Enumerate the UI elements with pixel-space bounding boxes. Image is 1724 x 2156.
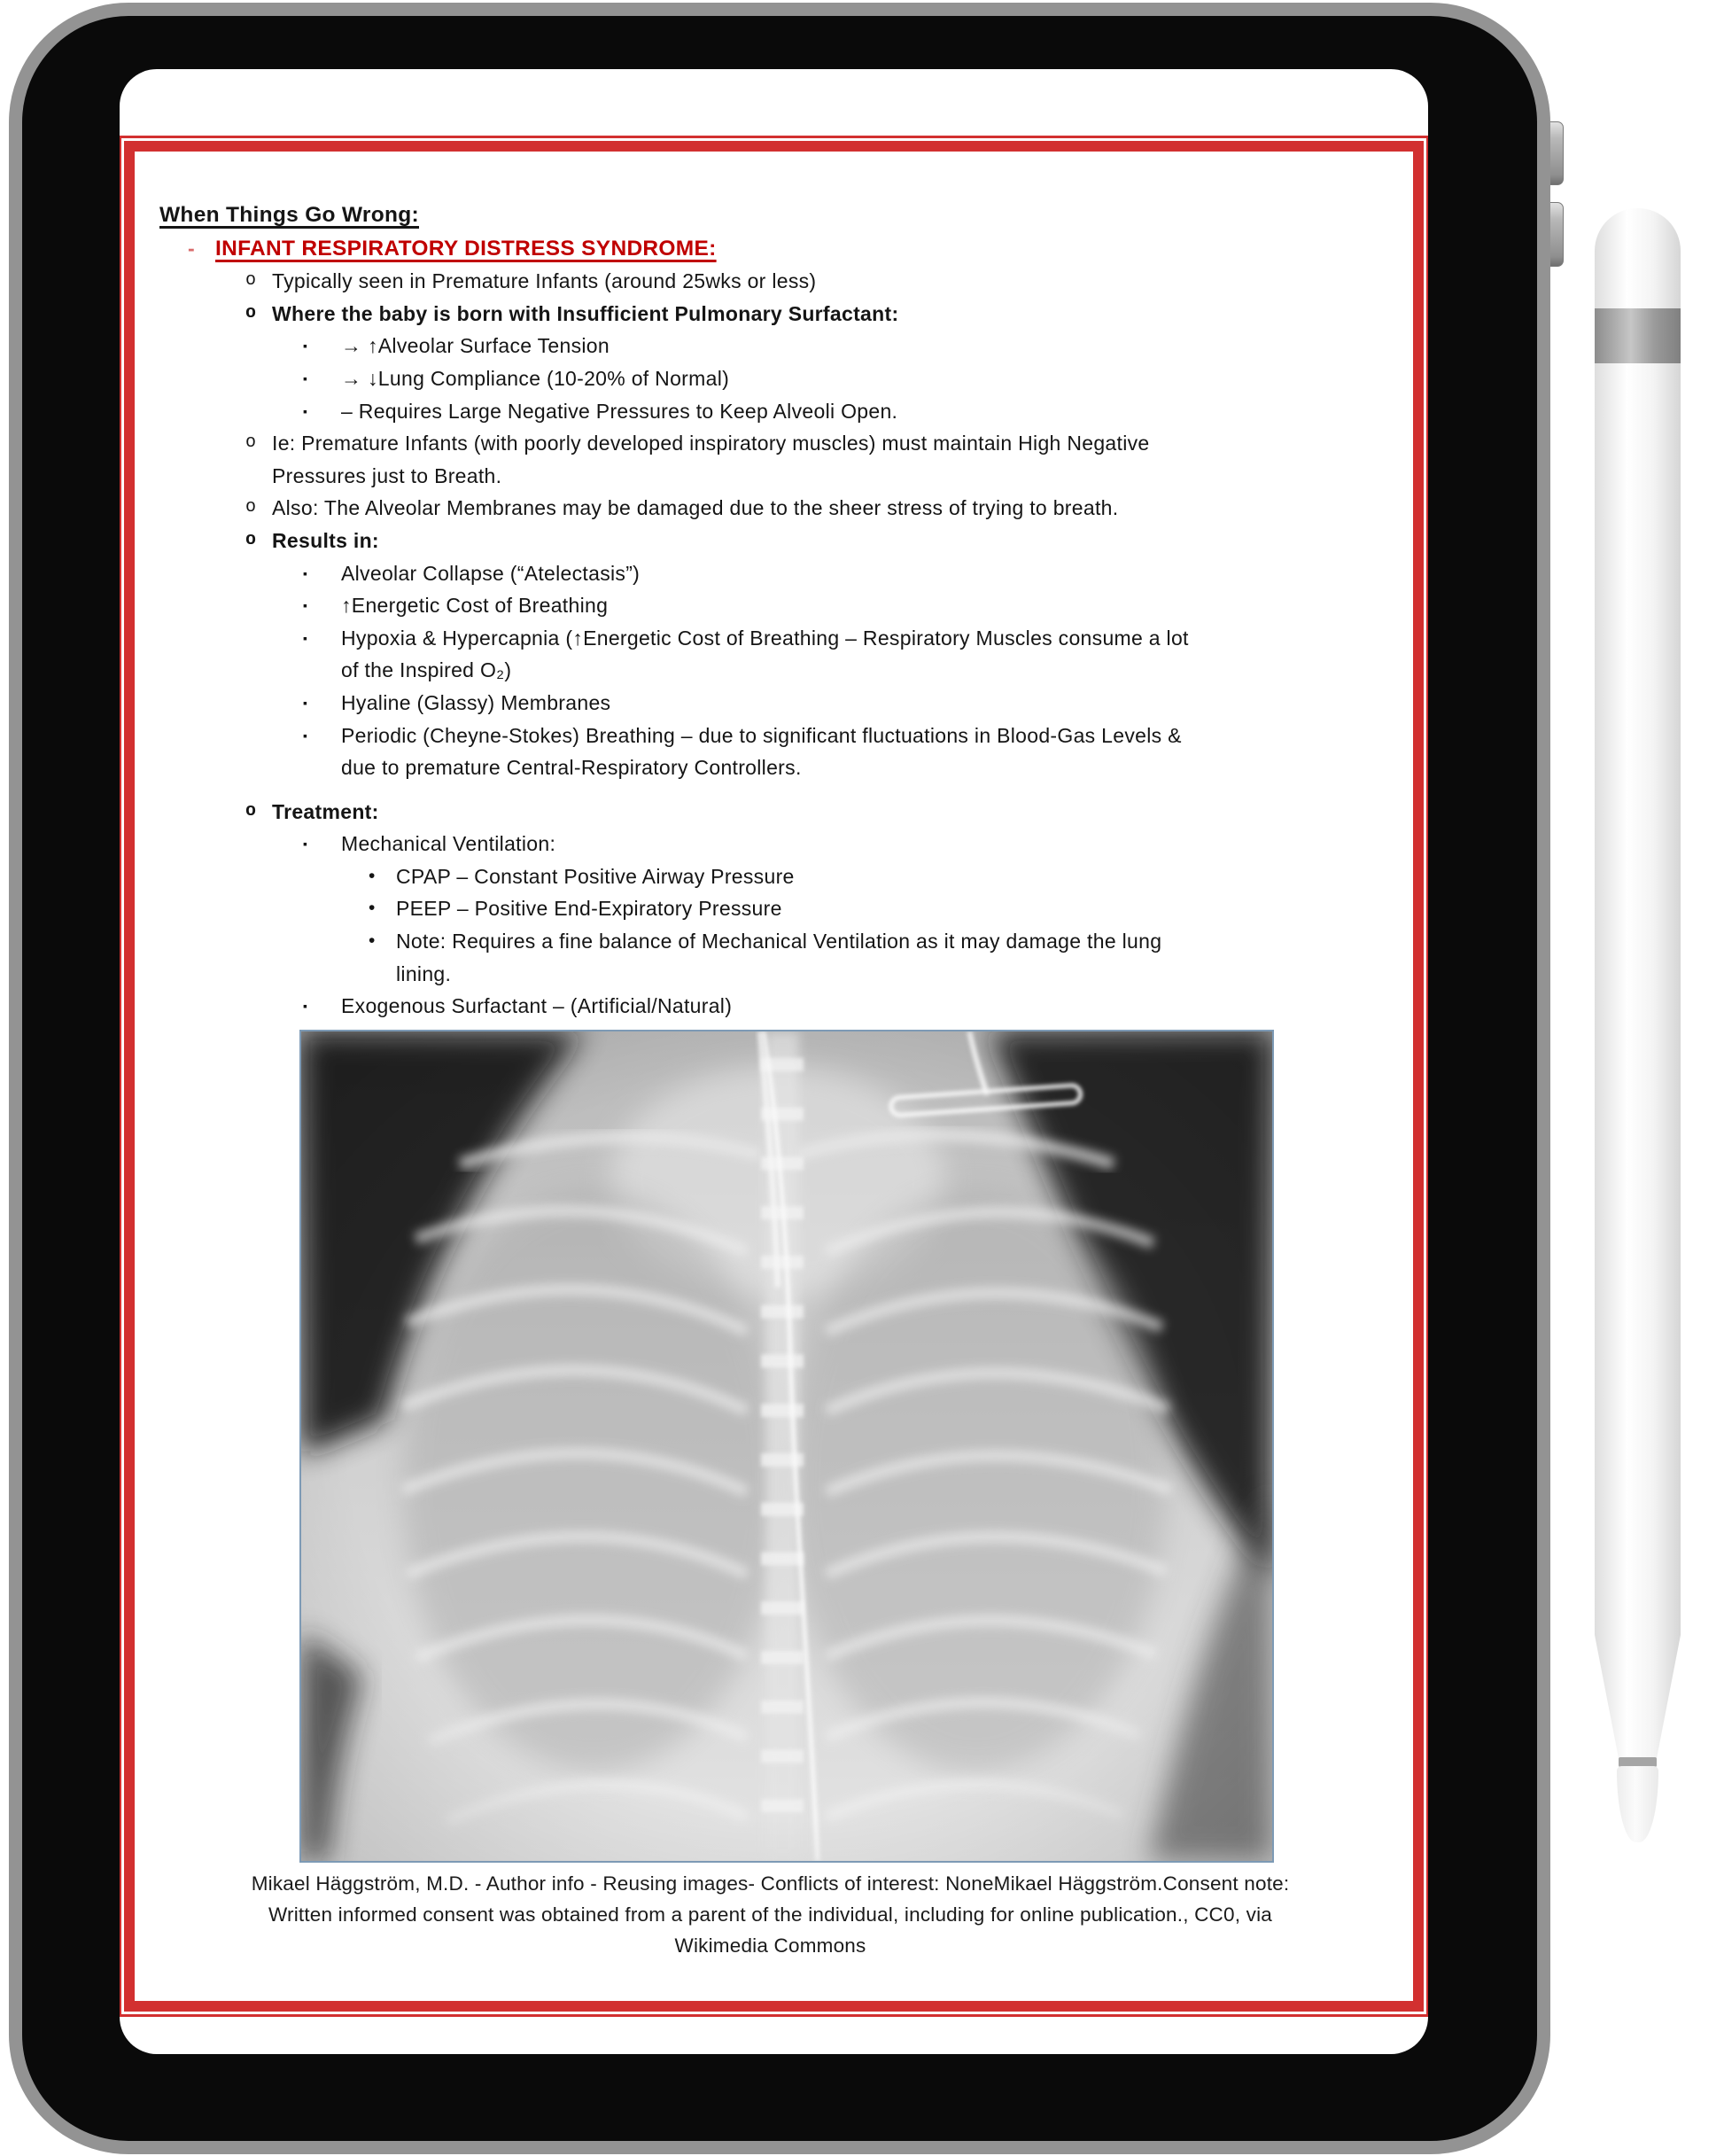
square-bullet-icon: ▪ — [303, 999, 308, 1014]
note-line-continuation: of the Inspired O₂) — [341, 658, 512, 682]
tablet-device — [9, 3, 1550, 2154]
attribution-line: Written informed consent was obtained from a parent of the individual, including for online publication., CC0, via — [268, 1903, 1272, 1926]
section-heading: When Things Go Wrong: — [159, 203, 419, 227]
square-bullet-icon: ▪ — [303, 565, 308, 580]
note-line: ▪ Alveolar Collapse (“Atelectasis”) — [159, 557, 1381, 590]
note-line: • PEEP – Positive End-Expiratory Pressure — [159, 892, 1381, 925]
chest-xray-image — [299, 1030, 1274, 1863]
note-line: o Results in: — [159, 525, 1381, 557]
circle-bullet-icon: o — [245, 497, 257, 518]
note-line: ▪ ↑Energetic Cost of Breathing — [159, 589, 1381, 622]
circle-bullet-icon: o — [245, 302, 257, 323]
square-bullet-icon: ▪ — [303, 630, 308, 645]
note-line-continuation: due to premature Central-Respiratory Controllers. — [341, 756, 802, 780]
square-bullet-icon: ▪ — [303, 695, 308, 710]
note-line: ▪ Hyaline (Glassy) Membranes — [159, 687, 1381, 720]
square-bullet-icon: ▪ — [303, 728, 308, 743]
circle-bullet-icon: o — [245, 529, 257, 550]
pencil-tip — [1617, 1766, 1658, 1842]
pencil-silver-band — [1595, 308, 1681, 363]
square-bullet-icon: ▪ — [303, 598, 308, 613]
note-line: ▪ Exogenous Surfactant – (Artificial/Natural) — [159, 990, 1381, 1023]
attribution-line: Wikimedia Commons — [674, 1934, 866, 1957]
circle-bullet-icon: o — [245, 800, 257, 821]
note-line: ▪ Periodic (Cheyne-Stokes) Breathing – due to significant fluctuations in Blood-Gas Levels & — [159, 720, 1381, 752]
dot-bullet-icon: • — [369, 865, 376, 886]
note-line: o Also: The Alveolar Membranes may be damaged due to the sheer stress of trying to breath. — [159, 492, 1381, 525]
square-bullet-icon: ▪ — [303, 837, 308, 852]
pencil-body — [1595, 208, 1681, 1759]
attribution-line: Mikael Häggström, M.D. - Author info - Reusing images- Conflicts of interest: NoneMikael Häggström.Consent note: — [251, 1872, 1290, 1895]
document-page — [124, 141, 1424, 2012]
tablet-screen — [120, 69, 1428, 2054]
apple-pencil — [1595, 208, 1681, 1843]
square-bullet-icon: ▪ — [303, 339, 308, 354]
note-line: ▪ – Requires Large Negative Pressures to Keep Alveoli Open. — [159, 395, 1381, 428]
dot-bullet-icon: • — [369, 898, 376, 919]
note-line: o Ie: Premature Infants (with poorly developed inspiratory muscles) must maintain High Negative — [159, 427, 1381, 460]
circle-bullet-icon: o — [245, 432, 257, 454]
square-bullet-icon: ▪ — [303, 403, 308, 418]
note-line-continuation: lining. — [396, 961, 452, 985]
document-content — [135, 152, 1413, 2001]
circle-bullet-icon: o — [245, 270, 257, 292]
note-line: ▪ Hypoxia & Hypercapnia (↑Energetic Cost of Breathing – Respiratory Muscles consume a lot — [159, 622, 1381, 655]
note-line: • CPAP – Constant Positive Airway Pressure — [159, 860, 1381, 893]
note-line: ▪ → ↑Alveolar Surface Tension — [159, 330, 1381, 362]
note-line: • Note: Requires a fine balance of Mechanical Ventilation as it may damage the lung — [159, 925, 1381, 958]
note-line: o Where the baby is born with Insufficient Pulmonary Surfactant: — [159, 298, 1381, 331]
note-line: o Treatment: — [159, 796, 1381, 829]
note-line: o Typically seen in Premature Infants (around 25wks or less) — [159, 265, 1381, 298]
note-line: ▪ Mechanical Ventilation: — [159, 828, 1381, 860]
note-line-continuation: Pressures just to Breath. — [272, 463, 502, 487]
topic-heading: - INFANT RESPIRATORY DISTRESS SYNDROME: — [159, 232, 1381, 266]
note-line: ▪ → ↓Lung Compliance (10-20% of Normal) — [159, 362, 1381, 395]
dash-bullet-icon: - — [188, 236, 195, 260]
dot-bullet-icon: • — [369, 930, 376, 952]
image-attribution — [159, 1868, 1381, 1961]
square-bullet-icon: ▪ — [303, 370, 308, 385]
